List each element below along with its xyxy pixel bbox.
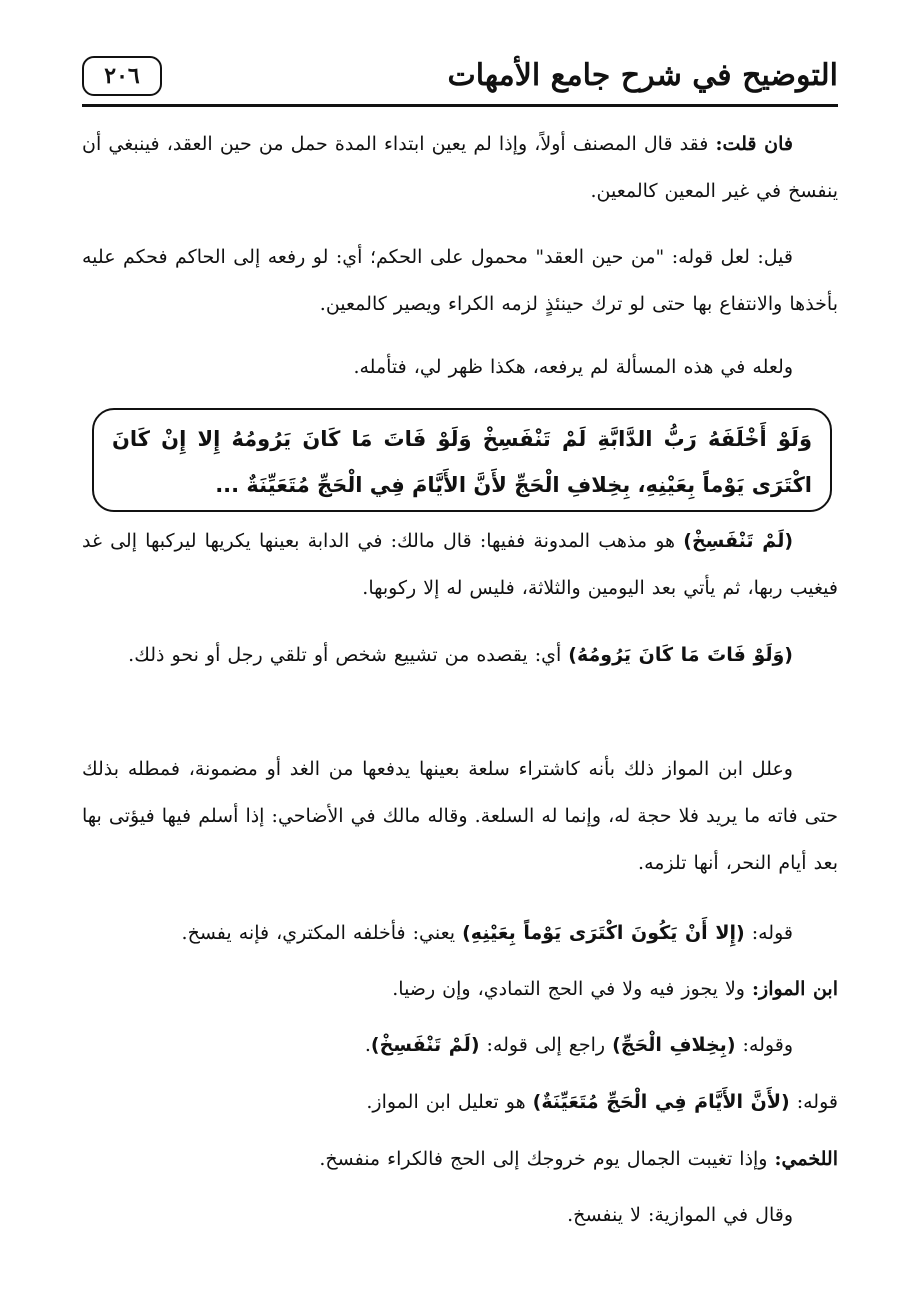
paragraph-text: ولعله في هذه المسألة لم يرفعه، هكذا ظهر لي، فتأمله. xyxy=(353,356,793,378)
matn-quote: (وَلَوْ فَاتَ مَا كَانَ يَرُومُهُ) xyxy=(568,644,793,666)
paragraph-10 xyxy=(82,1079,838,1126)
paragraph-text: لعل قوله: "من حين العقد" محمول على الحكم؛ أي: لو رفعه إلى الحاكم فحكم عليه بأخذها والانتفاع بها حتى لو ترك حينئذٍ لزمه الكراء ويصير كالمعين. xyxy=(82,246,838,315)
paragraph-3 xyxy=(82,344,838,391)
paragraph-lead: قيل: xyxy=(757,246,793,268)
matn-box xyxy=(92,408,832,512)
paragraph-text: فقد قال المصنف أولاً، وإذا لم يعين ابتداء المدة حمل من حين العقد، فينبغي أن ينفسخ في غير المعين كالمعين. xyxy=(82,133,838,202)
paragraph-mid: راجع إلى قوله: xyxy=(479,1034,613,1056)
paragraph-text: أي: يقصده من تشييع شخص أو تلقي رجل أو نحو ذلك. xyxy=(128,644,569,666)
matn-quote: (بِخِلافِ الْحَجِّ) xyxy=(612,1034,736,1056)
matn-quote: (إِلا أَنْ يَكُونَ اكْتَرَى يَوْماً بِعَيْنِهِ) xyxy=(462,922,745,944)
paragraph-text: هو تعليل ابن المواز. xyxy=(366,1091,533,1113)
paragraph-2 xyxy=(82,234,838,328)
paragraph-text: وقال في الموازية: لا ينفسخ. xyxy=(567,1204,793,1226)
paragraph-pre: وقوله: xyxy=(735,1034,793,1056)
paragraph-8 xyxy=(82,966,838,1013)
header-divider xyxy=(82,104,838,107)
book-title: التوضيح في شرح جامع الأمهات xyxy=(447,58,838,93)
paragraph-pre: قوله: xyxy=(744,922,793,944)
paragraph-text: وعلل ابن المواز ذلك بأنه كاشتراء سلعة بعينها يدفعها من الغد أو مضمونة، فمطله بذلك حتى فاته ما يريد فلا حجة له، وإنما له السلعة. وقاله مالك في الأضاحي: إذا أسلم فيها فيؤتى بها بعد أيام النحر، أنها تلزمه. xyxy=(82,758,838,874)
paragraph-5 xyxy=(82,632,838,679)
paragraph-7 xyxy=(82,910,838,957)
matn-quote-2: (لَمْ تَنْفَسِخْ) xyxy=(370,1034,480,1056)
matn-quote: (لأَنَّ الأَيَّامَ فِي الْحَجِّ مُتَعَيِّنَةٌ) xyxy=(532,1091,790,1113)
paragraph-pre: قوله: xyxy=(789,1091,838,1113)
paragraph-lead: ابن المواز: xyxy=(752,978,838,1000)
paragraph-4 xyxy=(82,518,838,612)
matn-quote: (لَمْ تَنْفَسِخْ) xyxy=(683,530,794,552)
paragraph-11 xyxy=(82,1136,838,1183)
paragraph-6 xyxy=(82,746,838,887)
paragraph-lead: فان قلت: xyxy=(715,133,794,155)
paragraph-9 xyxy=(82,1022,838,1069)
page-number: ٢٠٦ xyxy=(82,56,162,96)
paragraph-lead: اللخمي: xyxy=(774,1148,838,1170)
paragraph-text: هو مذهب المدونة ففيها: قال مالك: في الدابة بعينها يكريها ليركبها إلى غد فيغيب ربها، ثم يأتي بعد اليومين والثلاثة، فليس له إلا ركوبها. xyxy=(82,530,838,599)
paragraph-text: ولا يجوز فيه ولا في الحج التمادي، وإن رضيا. xyxy=(392,978,753,1000)
matn-text: وَلَوْ أَخْلَفَهُ رَبُّ الدَّابَّةِ لَمْ تَنْفَسِخْ وَلَوْ فَاتَ مَا كَانَ يَرُومُهُ إِلا إِنْ كَانَ اكْتَرَى يَوْماً بِعَيْنِهِ، بِخِلافِ الْحَجِّ لأَنَّ الأَيَّامَ فِي الْحَجِّ مُتَعَيِّنَةٌ ... xyxy=(112,427,812,497)
page-header xyxy=(82,50,838,110)
paragraph-end: . xyxy=(364,1034,371,1056)
paragraph-12 xyxy=(82,1192,838,1239)
paragraph-1 xyxy=(82,121,838,215)
paragraph-text: وإذا تغيبت الجمال يوم خروجك إلى الحج فالكراء منفسخ. xyxy=(319,1148,775,1170)
paragraph-text: يعني: فأخلفه المكتري، فإنه يفسخ. xyxy=(181,922,463,944)
